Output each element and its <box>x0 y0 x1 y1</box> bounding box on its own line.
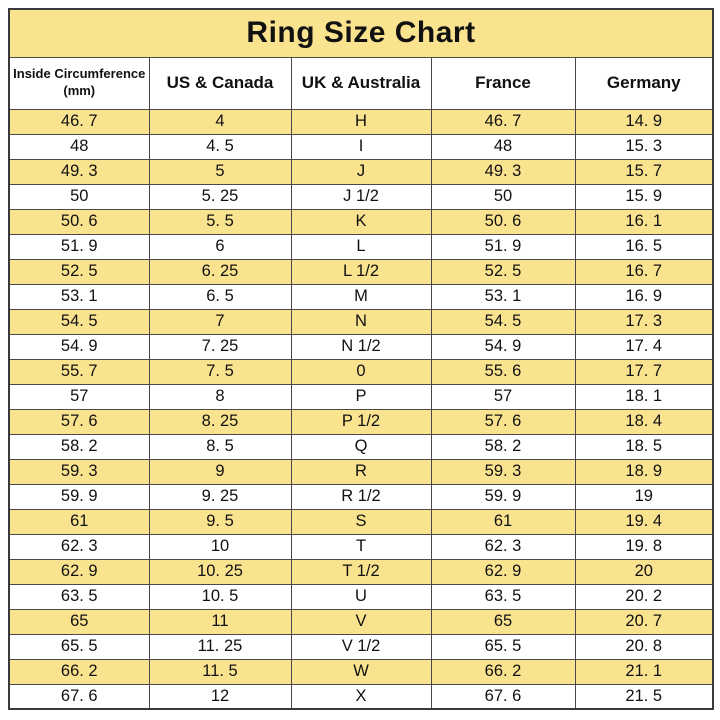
table-cell: 62. 9 <box>431 559 575 584</box>
table-cell: N <box>291 309 431 334</box>
header-inside-circumference-line2: (mm) <box>63 83 96 98</box>
table-cell: 49. 3 <box>9 159 149 184</box>
table-cell: M <box>291 284 431 309</box>
table-cell: I <box>291 134 431 159</box>
table-cell: 9. 5 <box>149 509 291 534</box>
table-cell: 18. 4 <box>575 409 713 434</box>
table-cell: 0 <box>291 359 431 384</box>
table-cell: 50. 6 <box>431 209 575 234</box>
table-cell: 5. 5 <box>149 209 291 234</box>
table-cell: 11. 25 <box>149 634 291 659</box>
table-cell: 19. 4 <box>575 509 713 534</box>
table-cell: 50 <box>9 184 149 209</box>
table-cell: 14. 9 <box>575 109 713 134</box>
table-cell: 4 <box>149 109 291 134</box>
table-cell: 20. 2 <box>575 584 713 609</box>
table-cell: 10 <box>149 534 291 559</box>
column-header-germany: Germany <box>575 57 713 109</box>
table-cell: 50. 6 <box>9 209 149 234</box>
table-row <box>9 259 713 284</box>
table-cell: 6 <box>149 234 291 259</box>
table-row <box>9 534 713 559</box>
table-cell: 61 <box>431 509 575 534</box>
table-cell: 55. 6 <box>431 359 575 384</box>
table-cell: 20 <box>575 559 713 584</box>
table-cell: 5 <box>149 159 291 184</box>
table-cell: 18. 1 <box>575 384 713 409</box>
table-cell: P <box>291 384 431 409</box>
header-inside-circumference-line1: Inside Circumference <box>13 66 146 82</box>
table-cell: 7 <box>149 309 291 334</box>
table-cell: J <box>291 159 431 184</box>
table-cell: 59. 3 <box>431 459 575 484</box>
table-cell: 8 <box>149 384 291 409</box>
column-header-uk-australia: UK & Australia <box>291 57 431 109</box>
table-cell: 59. 3 <box>9 459 149 484</box>
table-row <box>9 309 713 334</box>
table-cell: 62. 3 <box>9 534 149 559</box>
table-cell: 48 <box>9 134 149 159</box>
table-body <box>9 109 713 709</box>
table-cell: 51. 9 <box>9 234 149 259</box>
table-cell: 8. 5 <box>149 434 291 459</box>
table-cell: 20. 7 <box>575 609 713 634</box>
table-cell: 15. 9 <box>575 184 713 209</box>
table-cell: 16. 5 <box>575 234 713 259</box>
table-cell: 57 <box>9 384 149 409</box>
table-row <box>9 684 713 709</box>
table-cell: 19. 8 <box>575 534 713 559</box>
table-cell: 21. 5 <box>575 684 713 709</box>
table-cell: 58. 2 <box>9 434 149 459</box>
table-row <box>9 359 713 384</box>
table-row <box>9 634 713 659</box>
table-cell: H <box>291 109 431 134</box>
table-cell: R 1/2 <box>291 484 431 509</box>
table-cell: 51. 9 <box>431 234 575 259</box>
column-header-inside-circumference <box>9 57 149 109</box>
table-cell: 8. 25 <box>149 409 291 434</box>
table-row <box>9 409 713 434</box>
table-cell: 50 <box>431 184 575 209</box>
table-row <box>9 334 713 359</box>
table-cell: 65. 5 <box>9 634 149 659</box>
table-cell: R <box>291 459 431 484</box>
table-cell: T <box>291 534 431 559</box>
table-row <box>9 159 713 184</box>
table-cell: N 1/2 <box>291 334 431 359</box>
table-cell: V <box>291 609 431 634</box>
table-cell: 59. 9 <box>431 484 575 509</box>
table-cell: 54. 9 <box>9 334 149 359</box>
table-cell: 54. 5 <box>431 309 575 334</box>
table-row <box>9 184 713 209</box>
chart-title-row <box>9 9 713 57</box>
table-cell: T 1/2 <box>291 559 431 584</box>
table-cell: Q <box>291 434 431 459</box>
table-cell: 17. 3 <box>575 309 713 334</box>
table-cell: J 1/2 <box>291 184 431 209</box>
table-row <box>9 134 713 159</box>
table-cell: 54. 9 <box>431 334 575 359</box>
table-row <box>9 484 713 509</box>
table-row <box>9 509 713 534</box>
table-cell: 65. 5 <box>431 634 575 659</box>
table-row <box>9 384 713 409</box>
table-cell: 52. 5 <box>9 259 149 284</box>
table-cell: 10. 5 <box>149 584 291 609</box>
table-cell: V 1/2 <box>291 634 431 659</box>
table-cell: 6. 25 <box>149 259 291 284</box>
table-cell: 57 <box>431 384 575 409</box>
table-cell: 58. 2 <box>431 434 575 459</box>
table-cell: W <box>291 659 431 684</box>
column-header-us-canada: US & Canada <box>149 57 291 109</box>
table-cell: 17. 4 <box>575 334 713 359</box>
table-cell: 4. 5 <box>149 134 291 159</box>
table-cell: 63. 5 <box>431 584 575 609</box>
table-cell: 67. 6 <box>431 684 575 709</box>
table-row <box>9 584 713 609</box>
table-cell: 5. 25 <box>149 184 291 209</box>
table-cell: 49. 3 <box>431 159 575 184</box>
table-cell: 20. 8 <box>575 634 713 659</box>
table-cell: 62. 3 <box>431 534 575 559</box>
table-cell: 18. 9 <box>575 459 713 484</box>
table-cell: 61 <box>9 509 149 534</box>
table-row <box>9 459 713 484</box>
table-row <box>9 234 713 259</box>
table-cell: 16. 1 <box>575 209 713 234</box>
table-cell: 46. 7 <box>9 109 149 134</box>
table-cell: 66. 2 <box>9 659 149 684</box>
table-cell: 53. 1 <box>431 284 575 309</box>
table-cell: 11. 5 <box>149 659 291 684</box>
table-cell: 65 <box>9 609 149 634</box>
table-cell: L 1/2 <box>291 259 431 284</box>
column-header-row <box>9 57 713 109</box>
table-cell: 52. 5 <box>431 259 575 284</box>
table-cell: 17. 7 <box>575 359 713 384</box>
table-cell: 59. 9 <box>9 484 149 509</box>
column-header-france: France <box>431 57 575 109</box>
table-cell: 57. 6 <box>9 409 149 434</box>
table-cell: 57. 6 <box>431 409 575 434</box>
table-cell: 10. 25 <box>149 559 291 584</box>
table-cell: 66. 2 <box>431 659 575 684</box>
table-cell: 65 <box>431 609 575 634</box>
table-cell: 18. 5 <box>575 434 713 459</box>
table-cell: 46. 7 <box>431 109 575 134</box>
table-cell: U <box>291 584 431 609</box>
ring-size-table <box>8 8 714 710</box>
table-cell: 6. 5 <box>149 284 291 309</box>
table-cell: 9. 25 <box>149 484 291 509</box>
table-row <box>9 659 713 684</box>
table-row <box>9 284 713 309</box>
table-row <box>9 559 713 584</box>
table-cell: 54. 5 <box>9 309 149 334</box>
table-cell: 15. 3 <box>575 134 713 159</box>
table-cell: X <box>291 684 431 709</box>
table-cell: 48 <box>431 134 575 159</box>
table-cell: 7. 5 <box>149 359 291 384</box>
table-row <box>9 434 713 459</box>
table-row <box>9 209 713 234</box>
table-row <box>9 609 713 634</box>
table-cell: S <box>291 509 431 534</box>
table-row <box>9 109 713 134</box>
table-cell: 63. 5 <box>9 584 149 609</box>
table-cell: 19 <box>575 484 713 509</box>
table-cell: 55. 7 <box>9 359 149 384</box>
table-cell: L <box>291 234 431 259</box>
table-cell: 7. 25 <box>149 334 291 359</box>
table-cell: 16. 9 <box>575 284 713 309</box>
table-cell: 11 <box>149 609 291 634</box>
table-cell: 12 <box>149 684 291 709</box>
table-cell: K <box>291 209 431 234</box>
table-cell: 21. 1 <box>575 659 713 684</box>
table-cell: 67. 6 <box>9 684 149 709</box>
table-cell: 9 <box>149 459 291 484</box>
table-cell: P 1/2 <box>291 409 431 434</box>
table-cell: 15. 7 <box>575 159 713 184</box>
table-cell: 16. 7 <box>575 259 713 284</box>
table-cell: 62. 9 <box>9 559 149 584</box>
chart-title: Ring Size Chart <box>9 9 713 57</box>
table-cell: 53. 1 <box>9 284 149 309</box>
